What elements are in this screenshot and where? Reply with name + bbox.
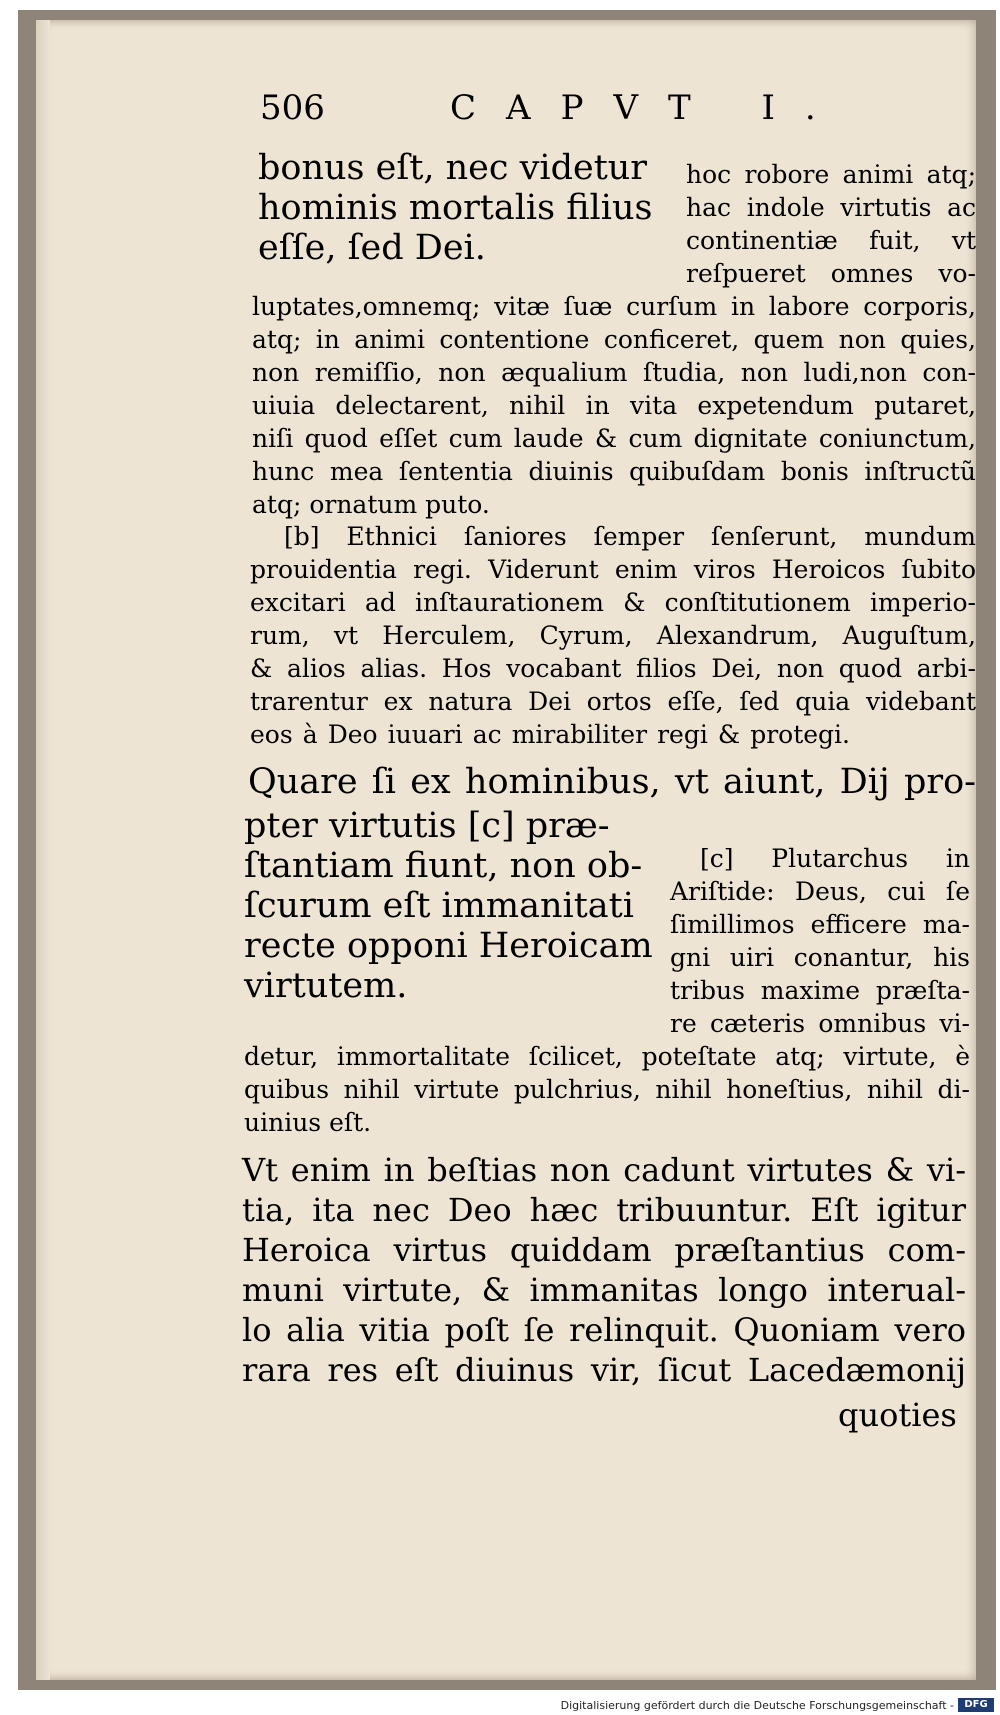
note-line: [c] Plutarchus in xyxy=(700,844,970,873)
running-title: CAPVT I. xyxy=(450,88,846,128)
text-line: lo alia vitia poſt ſe relinquit. Quoniam vero xyxy=(242,1311,966,1349)
text-line: recte opponi Heroicam xyxy=(244,926,653,966)
note-line: uinius eſt. xyxy=(244,1108,372,1137)
block2-main-text xyxy=(244,806,653,1006)
note-line: hac indole virtutis ac xyxy=(686,193,976,222)
note-line: ſimillimos efficere ma- xyxy=(670,910,970,939)
note-line: re cæteris omnibus vi- xyxy=(670,1009,970,1038)
text-line: Vt enim in beſtias non cadunt virtutes & vi- xyxy=(242,1151,966,1189)
block1-main-text xyxy=(258,148,652,268)
note-line: rum, vt Herculem, Cyrum, Alexandrum, Auguſtum, xyxy=(250,621,976,650)
note-line: continentiæ fuit, vt xyxy=(686,226,976,255)
text-line: muni virtute, & immanitas longo interual- xyxy=(242,1271,966,1309)
dfg-logo: DFG xyxy=(958,1698,994,1712)
text-line: ſtantiam fiunt, non ob- xyxy=(244,846,643,886)
note-line: trarentur ex natura Dei ortos eſſe, ſed quia videbant xyxy=(250,687,976,716)
footnote-c xyxy=(670,842,970,1040)
digitization-footer xyxy=(0,1697,1000,1715)
block1-continuation xyxy=(252,290,976,521)
note-line: hoc robore animi atq; xyxy=(686,160,976,189)
footnote-c-continuation xyxy=(244,1040,970,1139)
note-line: gni uiri conantur, his xyxy=(670,943,970,972)
footer-text: Digitalisierung gefördert durch die Deutsche Forschungsgemeinschaft - xyxy=(560,1699,954,1712)
note-line: tribus maxime præſta- xyxy=(670,976,970,1005)
note-line: detur, immortalitate ſcilicet, poteſtate atq; virtute, è xyxy=(244,1042,970,1071)
note-line: uiuia delectarent, nihil in vita expetendum putaret, xyxy=(252,391,976,420)
note-line: excitari ad inſtaurationem & conſtitutionem imperio- xyxy=(250,588,976,617)
text-line: pter virtutis [c] præ- xyxy=(244,806,610,846)
block1-side-note xyxy=(686,158,976,290)
text-line: rara res eſt diuinus vir, ſicut Lacedæmonij xyxy=(242,1351,966,1389)
note-line: non remiſſio, non æqualium ſtudia, non ludi,non con- xyxy=(252,358,976,387)
note-line: atq; in animi contentione conficeret, quem non quies, xyxy=(252,325,976,354)
page-gutter-shadow xyxy=(36,20,50,1680)
text-line: tia, ita nec Deo hæc tribuuntur. Eſt igitur xyxy=(242,1191,966,1229)
text-line: bonus eſt, nec videtur xyxy=(258,148,648,188)
text-line: virtutem. xyxy=(244,966,408,1006)
footnote-b xyxy=(250,520,976,751)
note-line: luptates,omnemq; vitæ ſuæ curſum in labore corporis, xyxy=(252,292,976,321)
note-line: eos à Deo iuuari ac mirabiliter regi & protegi. xyxy=(250,720,850,749)
text-line: ſcurum eſt immanitati xyxy=(244,886,634,926)
page-number: 506 xyxy=(260,88,325,128)
catchword: quoties xyxy=(838,1396,957,1434)
note-line: hunc mea ſententia diuinis quibuſdam bonis inſtructũ xyxy=(252,457,976,486)
note-line: quibus nihil virtute pulchrius, nihil honeſtius, nihil di- xyxy=(244,1075,970,1104)
note-line: prouidentia regi. Viderunt enim viros Heroicos ſubito xyxy=(250,555,976,584)
text-line: hominis mortalis filius xyxy=(258,188,653,228)
note-line: reſpueret omnes vo- xyxy=(686,259,976,288)
text-line: eſſe, ſed Dei. xyxy=(258,228,486,268)
note-line: [b] Ethnici ſaniores ſemper ſenſerunt, mundum xyxy=(284,522,976,551)
note-line: atq; ornatum puto. xyxy=(252,490,490,519)
text-line: Heroica virtus quiddam præſtantius com- xyxy=(242,1231,966,1269)
block3-main-text xyxy=(242,1150,966,1390)
note-line: niſi quod eſſet cum laude & cum dignitate coniunctum, xyxy=(252,424,976,453)
note-line: Ariſtide: Deus, cui ſe xyxy=(670,877,970,906)
block2-first-line: Quare ſi ex hominibus, vt aiunt, Dij pro- xyxy=(248,762,976,802)
note-line: & alios alias. Hos vocabant filios Dei, non quod arbi- xyxy=(250,654,976,683)
